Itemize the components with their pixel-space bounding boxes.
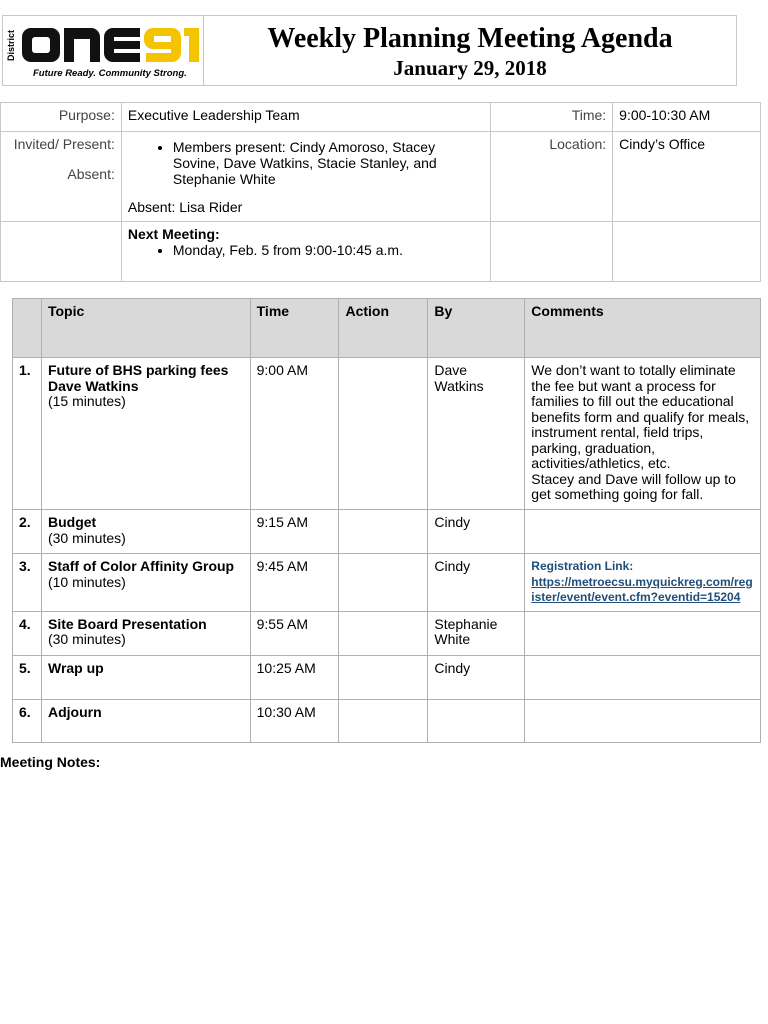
title-block: [204, 16, 736, 85]
row-number: 3.: [13, 554, 42, 612]
topic-title: Budget: [47, 514, 97, 530]
header-by: By: [428, 299, 525, 358]
row-comments: [525, 655, 761, 699]
header-time: Time: [250, 299, 339, 358]
row-time: 10:30 AM: [250, 699, 339, 742]
location-value: Cindy’s Office: [613, 132, 761, 222]
row-comments: We don’t want to totally eliminate the fee but want a process for families to fill out the educational benefits form and qualify for meals, instrument rental, field trips, parking, graduation, activities/athletics, etc. Stacey and Dave will follow up to get something going for fall.: [525, 358, 761, 510]
meeting-info-table: [0, 102, 761, 282]
next-meeting-label: Next Meeting:: [127, 226, 220, 242]
topic-duration: (10 minutes): [47, 573, 126, 590]
row-by: Dave Watkins: [428, 358, 525, 510]
document-header: [2, 15, 737, 86]
row-time: 9:55 AM: [250, 611, 339, 655]
row-by: Cindy: [428, 510, 525, 554]
row-number: 4.: [13, 611, 42, 655]
row-comments: [525, 554, 761, 612]
topic-title: Adjourn: [47, 703, 102, 720]
attendance-value: [121, 132, 490, 222]
attendance-labels: [1, 132, 122, 222]
topic-title: Site Board Presentation: [47, 615, 207, 632]
row-comments: [525, 510, 761, 554]
agenda-header-row: [13, 299, 761, 358]
purpose-label: Purpose:: [1, 103, 122, 132]
next-meeting-value: • Monday, Feb. 5 from 9:00-10:45 a.m.: [173, 242, 484, 258]
row-time: 9:45 AM: [250, 554, 339, 612]
topic-duration: (30 minutes): [47, 529, 126, 546]
row-action: [339, 655, 428, 699]
topic-duration: (15 minutes): [47, 393, 126, 409]
table-row: [13, 554, 761, 612]
time-label: Time:: [491, 103, 613, 132]
row-number: 2.: [13, 510, 42, 554]
table-row: [13, 510, 761, 554]
row-comments: [525, 611, 761, 655]
topic-title: Staff of Color Affinity Group: [47, 558, 235, 574]
members-list: [128, 139, 484, 187]
row-action: [339, 510, 428, 554]
page-title: Weekly Planning Meeting Agenda: [267, 23, 673, 54]
invited-label: Invited/ Present:: [13, 136, 115, 152]
row-by: Cindy: [428, 655, 525, 699]
row-action: [339, 358, 428, 510]
absent-value: Absent: Lisa Rider: [127, 199, 243, 215]
logo-district-text: District: [6, 29, 16, 61]
purpose-value: Executive Leadership Team: [121, 103, 490, 132]
row-number: 6.: [13, 699, 42, 742]
row-time: 9:00 AM: [250, 358, 339, 510]
agenda-table: [12, 298, 761, 743]
row-action: [339, 611, 428, 655]
members-present: • Members present: Cindy Amoroso, Stacey Sovine, Dave Watkins, Stacie Stanley, and Stephanie White: [173, 139, 484, 187]
meeting-notes-label: Meeting Notes:: [0, 754, 101, 770]
row-number: 5.: [13, 655, 42, 699]
table-row: [13, 699, 761, 742]
meeting-date: January 29, 2018: [393, 56, 547, 80]
table-row: [13, 655, 761, 699]
row-by: [428, 699, 525, 742]
logo-tagline: Future Ready. Community Strong.: [33, 68, 187, 79]
row-action: [339, 554, 428, 612]
row-time: 10:25 AM: [250, 655, 339, 699]
location-label: Location:: [491, 132, 613, 222]
info-row-next-meeting: [1, 222, 761, 282]
row-action: [339, 699, 428, 742]
info-row-purpose: [1, 103, 761, 132]
row-comments: [525, 699, 761, 742]
row-number: 1.: [13, 358, 42, 510]
table-row: [13, 611, 761, 655]
header-action: Action: [339, 299, 428, 358]
topic-title: Wrap up: [47, 659, 104, 676]
row-by: Cindy: [428, 554, 525, 612]
one91-logo-icon: [19, 22, 201, 68]
topic-title: Future of BHS parking fees: [47, 362, 229, 378]
next-meeting-cell: [121, 222, 490, 282]
logo: [3, 16, 204, 85]
header-comments: Comments: [525, 299, 761, 358]
topic-presenter: Dave Watkins: [47, 377, 139, 394]
registration-link-label: Registration Link:: [531, 559, 634, 573]
topic-duration: (30 minutes): [47, 631, 126, 647]
header-topic: Topic: [41, 299, 250, 358]
absent-label: Absent:: [67, 166, 115, 182]
registration-link[interactable]: https://metroecsu.myquickreg.com/register/event/event.cfm?eventid=15204: [531, 574, 753, 604]
info-row-attendance: [1, 132, 761, 222]
row-by: Stephanie White: [428, 611, 525, 655]
row-time: 9:15 AM: [250, 510, 339, 554]
table-row: [13, 358, 761, 510]
time-value: 9:00-10:30 AM: [613, 103, 761, 132]
